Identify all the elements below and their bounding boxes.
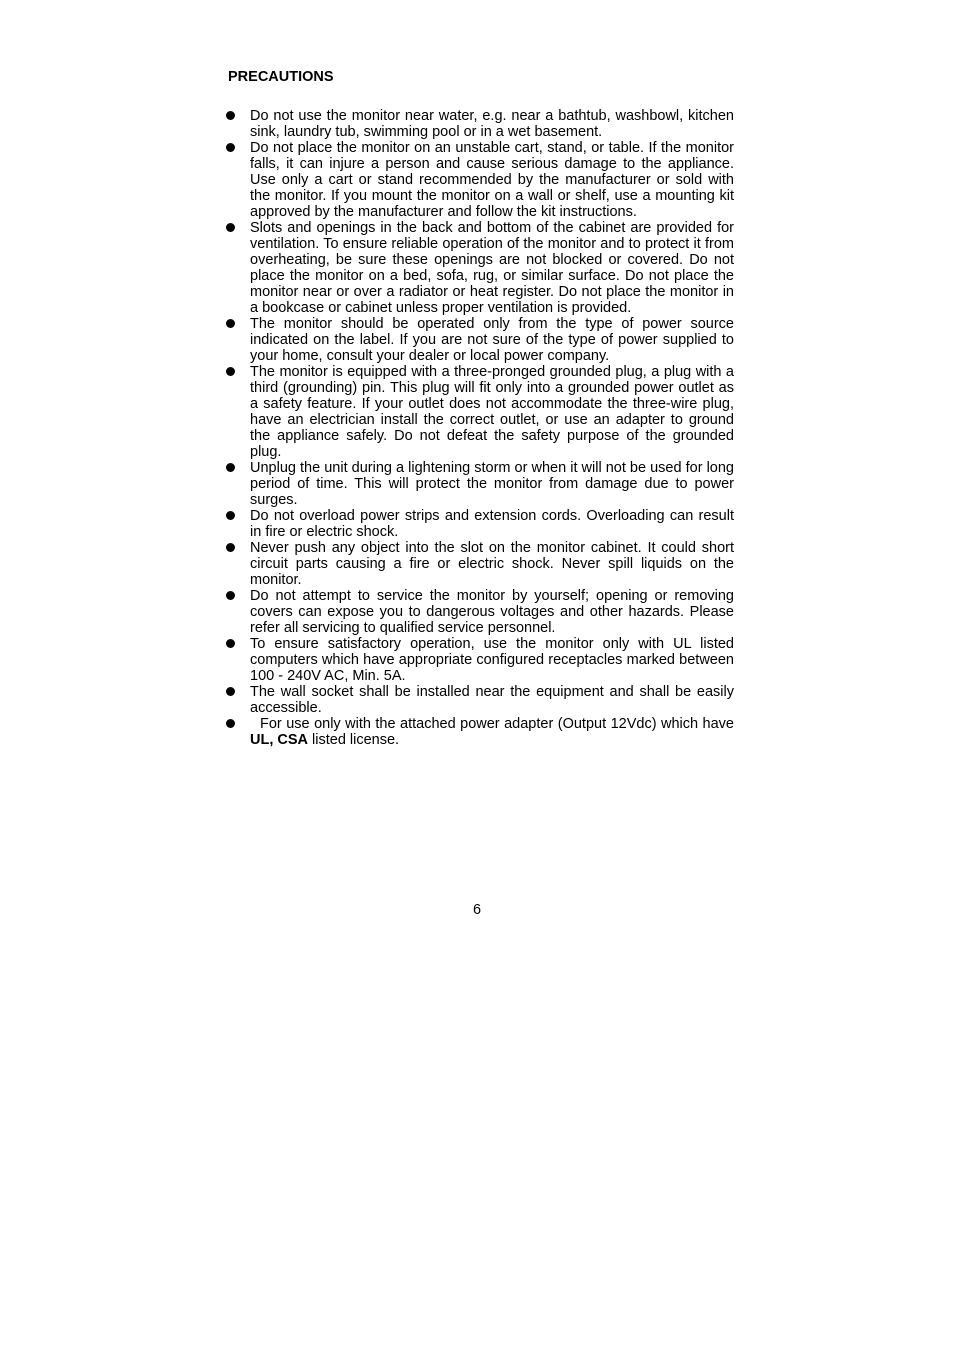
list-item: [224, 684, 734, 716]
precautions-list: [224, 108, 734, 748]
list-item-power-adapter: [224, 716, 734, 748]
bullet-icon: [226, 719, 235, 728]
list-item-text: Slots and openings in the back and bottom of the cabinet are provided for ventilation. To ensure reliable operation of the monitor and to protect it from overheating, be sure these openings are not blocked or covered. Do not place the monitor on a bed, sofa, rug, or similar surface. Do not place the monitor near or over a radiator or heat register. Do not place the monitor in a bookcase or cabinet unless proper ventilation is provided.: [250, 220, 734, 316]
section-heading: PRECAUTIONS: [228, 69, 334, 85]
license-emphasis: UL, CSA: [250, 732, 308, 748]
list-item: [224, 108, 734, 140]
list-item: [224, 588, 734, 636]
bullet-icon: [226, 143, 235, 152]
bullet-icon: [226, 687, 235, 696]
list-item-text: Unplug the unit during a lightening storm or when it will not be used for long period of time. This will protect the monitor from damage due to power surges.: [250, 460, 734, 508]
list-item-text: The monitor is equipped with a three-pronged grounded plug, a plug with a third (grounding) pin. This plug will fit only into a grounded power outlet as a safety feature. If your outlet does not accommodate the three-wire plug, have an electrician install the correct outlet, or use an adapter to ground the appliance safely. Do not defeat the safety purpose of the grounded plug.: [250, 364, 734, 460]
list-item: [224, 460, 734, 508]
list-item: [224, 316, 734, 364]
page-number: 6: [472, 902, 482, 918]
list-item: [224, 636, 734, 684]
bullet-icon: [226, 463, 235, 472]
bullet-icon: [226, 543, 235, 552]
bullet-icon: [226, 367, 235, 376]
list-item-text: The wall socket shall be installed near the equipment and shall be easily accessible.: [250, 684, 734, 716]
bullet-icon: [226, 511, 235, 520]
list-item-text: Do not overload power strips and extension cords. Overloading can result in fire or electric shock.: [250, 508, 734, 540]
list-item-text: Do not place the monitor on an unstable cart, stand, or table. If the monitor falls, it can injure a person and cause serious damage to the appliance. Use only a cart or stand recommended by the manufacturer or sold with the monitor. If you mount the monitor on a wall or shelf, use a mounting kit approved by the manufacturer and follow the kit instructions.: [250, 140, 734, 220]
list-item: [224, 508, 734, 540]
list-item-text-before: For use only with the attached power adapter (Output 12Vdc) which have: [260, 716, 734, 732]
bullet-icon: [226, 223, 235, 232]
list-item-text: Do not use the monitor near water, e.g. near a bathtub, washbowl, kitchen sink, laundry tub, swimming pool or in a wet basement.: [250, 108, 734, 140]
list-item: [224, 220, 734, 316]
bullet-icon: [226, 111, 235, 120]
list-item-text-after: listed license.: [312, 732, 400, 748]
bullet-icon: [226, 319, 235, 328]
bullet-icon: [226, 591, 235, 600]
list-item-text: To ensure satisfactory operation, use the monitor only with UL listed computers which have appropriate configured receptacles marked between 100 - 240V AC, Min. 5A.: [250, 636, 734, 684]
list-item: [224, 140, 734, 220]
list-item: [224, 540, 734, 588]
bullet-icon: [226, 639, 235, 648]
list-item-text: Never push any object into the slot on the monitor cabinet. It could short circuit parts causing a fire or electric shock. Never spill liquids on the monitor.: [250, 540, 734, 588]
list-item: [224, 364, 734, 460]
list-item-text: Do not attempt to service the monitor by yourself; opening or removing covers can expose you to dangerous voltages and other hazards. Please refer all servicing to qualified service personnel.: [250, 588, 734, 636]
list-item-text: The monitor should be operated only from the type of power source indicated on the label. If you are not sure of the type of power supplied to your home, consult your dealer or local power company.: [250, 316, 734, 364]
